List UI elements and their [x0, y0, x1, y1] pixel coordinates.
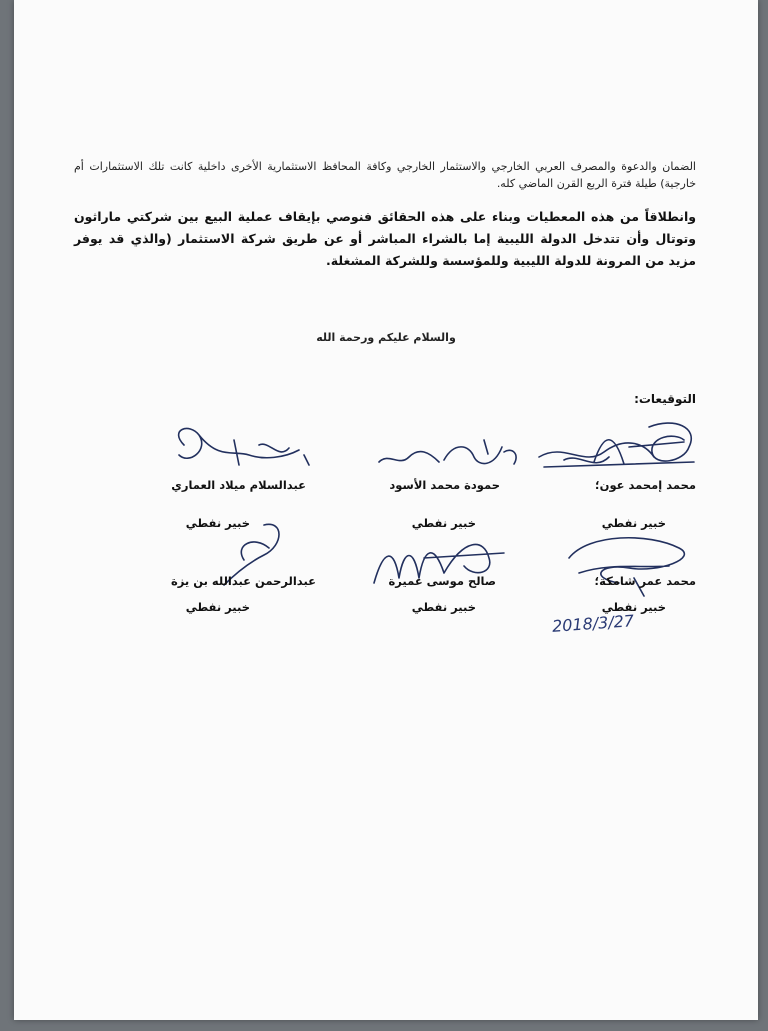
- paragraph-2: وانطلاقاً من هذه المعطيات وبناء على هذه الحقائق فنوصي بإيقاف عملية البيع بين شركتي ماراثون وتوتال وأن تتدخل الدولة الليبية إما بالشراء المباشر أو عن طريق شركة الاستثمار (والذي قد يوفر مزيد من المرونة للدولة الليبية وللمؤسسة وللشركة المشغلة.: [74, 209, 696, 268]
- signatory-2-role: خبير نفطي: [411, 516, 476, 530]
- signatory-2-name: حمودة محمد الأسود: [389, 478, 500, 492]
- signatory-3-role: خبير نفطي: [185, 516, 250, 530]
- document-page: [14, 0, 758, 1020]
- signature-3-drawing: [164, 420, 314, 480]
- signatory-5-role: خبير نفطي: [411, 600, 476, 614]
- signatures-title: التوقيعات:: [634, 392, 696, 406]
- signature-1-drawing: [534, 412, 704, 482]
- signatory-6-role: خبير نفطي: [185, 600, 250, 614]
- signatory-1-name: محمد إمحمد عون؛: [595, 478, 696, 492]
- signature-2-drawing: [374, 432, 524, 477]
- signatory-5-name: صالح موسى عميرة: [388, 574, 496, 588]
- signatory-3-name: عبدالسلام ميلاد العماري: [171, 478, 306, 492]
- signatory-4-role: خبير نفطي: [601, 600, 666, 614]
- handwritten-date: 2018/3/27: [551, 611, 635, 636]
- closing-greeting: والسلام عليكم ورحمة الله: [316, 331, 456, 344]
- signatory-4-name: محمد عمر شامكة؛: [594, 574, 696, 588]
- signatory-1-role: خبير نفطي: [601, 516, 666, 530]
- paragraph-1: الضمان والدعوة والمصرف العربي الخارجي والاستثمار الخارجي وكافة المحافظ الاستثمارية الأخرى داخلية كانت تلك الاستثمارات أم خارجية) طيلة فترة الربع القرن الماضي كله.: [74, 160, 696, 190]
- signatory-6-name: عبدالرحمن عبدالله بن يزة: [170, 574, 316, 588]
